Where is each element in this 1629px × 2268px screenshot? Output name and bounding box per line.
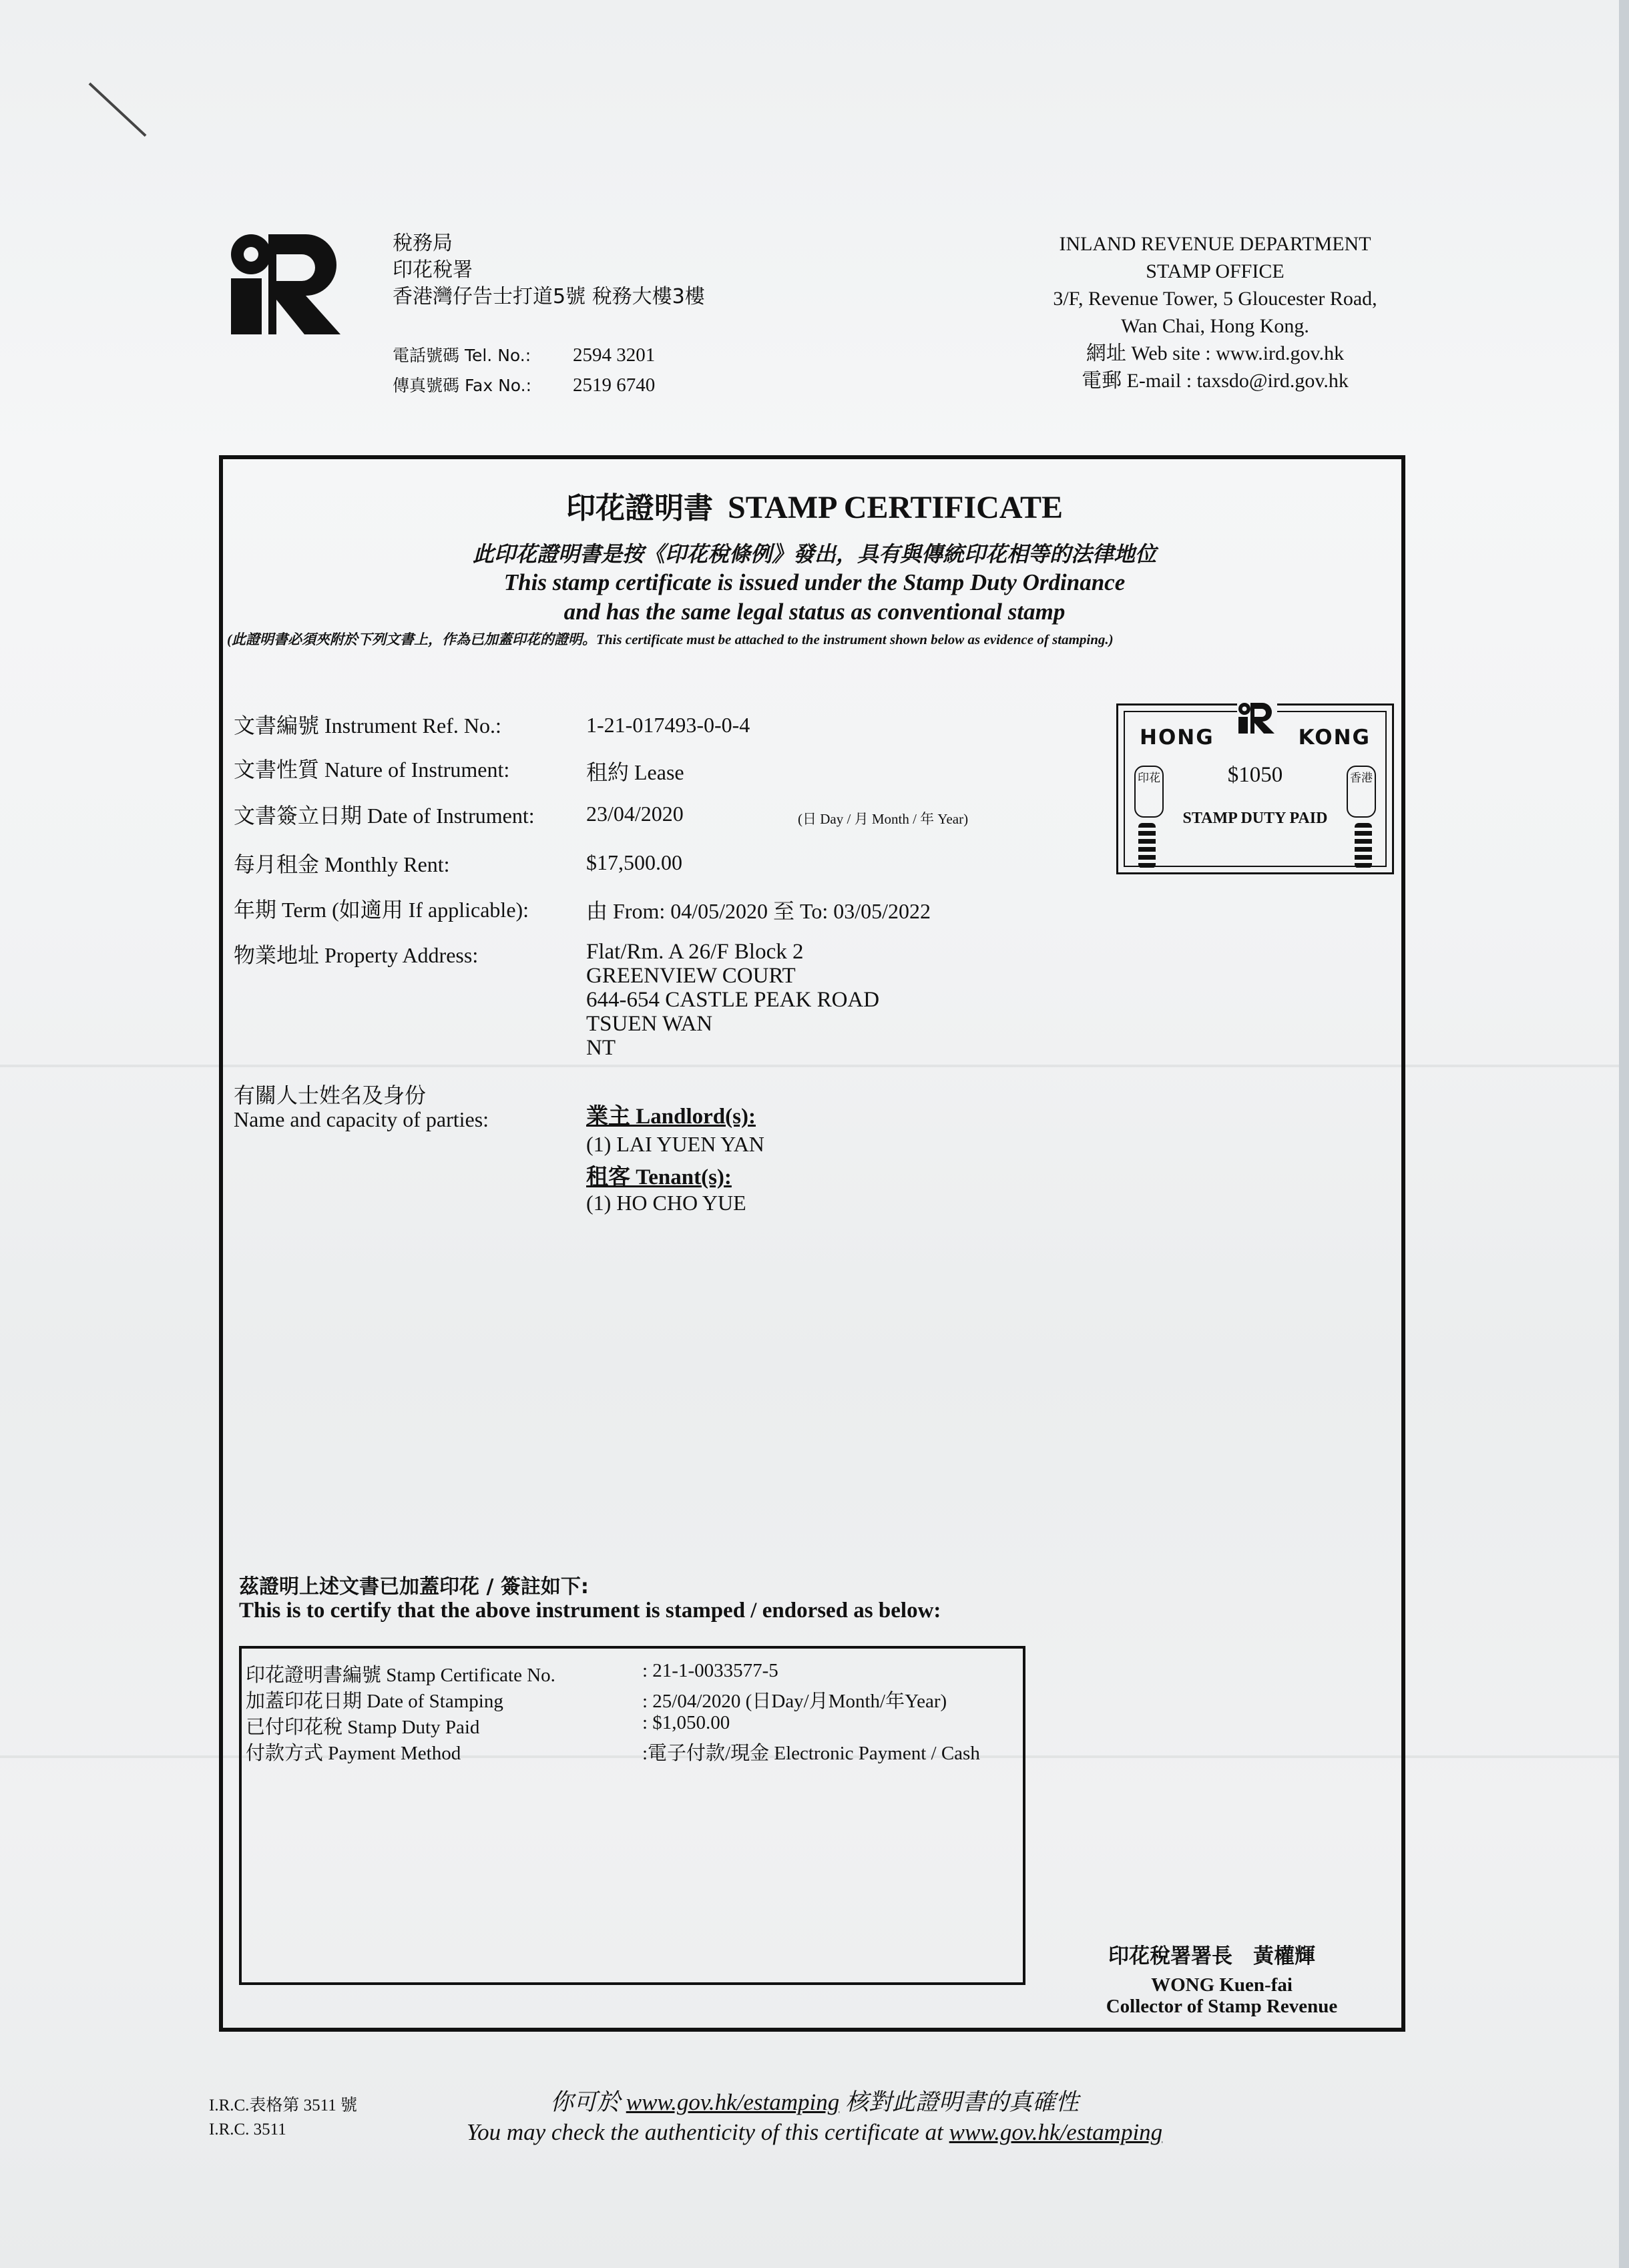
stamp-amount: $1050 [1227,763,1283,787]
estamping-link-en[interactable]: www.gov.hk/estamping [949,2119,1163,2145]
estamping-link-zh[interactable]: www.gov.hk/estamping [626,2089,840,2115]
date-label: 文書簽立日期 Date of Instrument: [234,804,535,828]
header-en-line: 電郵 E-mail : taxsdo@ird.gov.hk [1082,370,1349,392]
address-label: 物業地址 Property Address: [234,943,479,967]
collector-title: Collector of Stamp Revenue [1106,1996,1338,2017]
header-en-line: STAMP OFFICE [1146,260,1285,282]
title-zh: 印花證明書 [566,491,714,525]
stamp-tag-right: 香港 [1347,766,1376,818]
stamp-tag-left: 印花 [1134,766,1164,818]
address-line: NT [586,1036,616,1060]
subtitle-en-1: This stamp certificate is issued under the Stamp Duty Ordinance [503,569,1126,595]
date-format-hint: (日 Day / 月 Month / 年 Year) [798,811,969,827]
stamping-date-label: 加蓋印花日期 Date of Stamping [246,1691,503,1712]
stamp-coil-icon [1138,823,1156,868]
header-zh-line: 印花稅署 [393,258,473,282]
duty-paid-value: : $1,050.00 [642,1712,730,1733]
address-line: TSUEN WAN [586,1012,713,1036]
tel-label: 電話號碼 Tel. No.: [393,346,531,365]
subtitle-zh: 此印花證明書是按《印花稅條例》發出，具有與傳統印花相等的法律地位 [472,541,1156,567]
nature-value: 租約 Lease [586,760,684,784]
payment-method-value: :電子付款/現金 Electronic Payment / Cash [642,1743,980,1764]
tenant-label: 租客 Tenant(s): [586,1165,732,1189]
collector-title-zh: 印花稅署署長 黃權輝 [1108,1944,1315,1968]
attachment-note: (此證明書必須夾附於下列文書上，作為已加蓋印花的證明。This certificate must be attached to the instrument shown below as evidence of stamping.) [227,631,1114,647]
stamping-date-value: : 25/04/2020 (日Day/月Month/年Year) [642,1691,947,1712]
fax-value: 2519 6740 [573,374,656,396]
stamp-ird-logo-icon [1237,701,1277,735]
rent-value: $17,500.00 [586,850,682,874]
property-address [586,940,879,1060]
term-value: 由 From: 04/05/2020 至 To: 03/05/2022 [586,899,931,923]
header-en-line: 網址 Web site : www.ird.gov.hk [1086,342,1345,364]
header-en-line: Wan Chai, Hong Kong. [1121,315,1309,337]
pencil-mark [89,83,147,137]
stamp-duty-paid-mark [1116,703,1394,874]
verify-zh-suffix: 核對此證明書的真確性 [845,2089,1080,2115]
verify-note-en [0,2119,1629,2146]
stamp-word-kong: KONG [1298,726,1371,750]
certify-statement-zh: 茲證明上述文書已加蓋印花 / 簽註如下: [239,1575,589,1599]
header-english-address [1001,230,1429,394]
landlord-label: 業主 Landlord(s): [586,1105,756,1129]
verify-note-zh [0,2084,1629,2117]
title-en: STAMP CERTIFICATE [728,490,1063,525]
header-zh-line: 稅務局 [393,232,453,255]
parties-label-en: Name and capacity of parties: [234,1107,489,1131]
header-contact [393,340,655,400]
ird-logo [227,230,344,337]
form-number-en: I.R.C. 3511 [209,2120,286,2139]
ref-value: 1-21-017493-0-0-4 [586,713,750,737]
parties-label [234,1083,489,1131]
verify-en-prefix: You may check the authenticity of this certificate at [466,2119,943,2145]
subtitle-en-2: and has the same legal status as conventional stamp [563,599,1066,625]
address-line: GREENVIEW COURT [586,964,796,988]
nature-label: 文書性質 Nature of Instrument: [234,758,510,782]
stamp-paid-text: STAMP DUTY PAID [1182,810,1328,827]
tenant-name: (1) HO CHO YUE [586,1191,746,1215]
address-line: Flat/Rm. A 26/F Block 2 [586,940,804,964]
header-zh-line: 香港灣仔告士打道5號 稅務大樓3樓 [393,285,705,308]
parties-label-zh: 有關人士姓名及身份 [234,1083,427,1107]
stamp-word-hong: HONG [1140,726,1214,750]
form-number-zh: I.R.C.表格第 3511 號 [209,2096,357,2114]
verify-zh-prefix: 你可於 [549,2089,620,2115]
header-en-line: INLAND REVENUE DEPARTMENT [1059,233,1371,255]
stamp-inner-border [1124,711,1387,867]
header-chinese-address [393,230,705,310]
ref-label: 文書編號 Instrument Ref. No.: [234,714,501,738]
duty-paid-label: 已付印花稅 Stamp Duty Paid [246,1717,480,1738]
payment-method-label: 付款方式 Payment Method [246,1743,461,1764]
rent-label: 每月租金 Monthly Rent: [234,852,450,876]
term-label: 年期 Term (如適用 If applicable): [234,898,529,922]
cert-no-value: : 21-1-0033577-5 [642,1660,778,1681]
fax-label: 傳真號碼 Fax No.: [393,376,532,395]
header-en-line: 3/F, Revenue Tower, 5 Gloucester Road, [1053,288,1377,310]
certificate-title [0,484,1629,527]
tel-value: 2594 3201 [573,344,656,366]
certify-statement-en: This is to certify that the above instrument is stamped / endorsed as below: [239,1599,941,1623]
landlord-name: (1) LAI YUEN YAN [586,1132,764,1156]
cert-no-label: 印花證明書編號 Stamp Certificate No. [246,1665,555,1686]
stamp-coil-icon [1355,823,1372,868]
address-line: 644-654 CASTLE PEAK ROAD [586,988,880,1012]
collector-name: WONG Kuen-fai [1151,1974,1293,1996]
date-value: 23/04/2020 [586,802,684,826]
